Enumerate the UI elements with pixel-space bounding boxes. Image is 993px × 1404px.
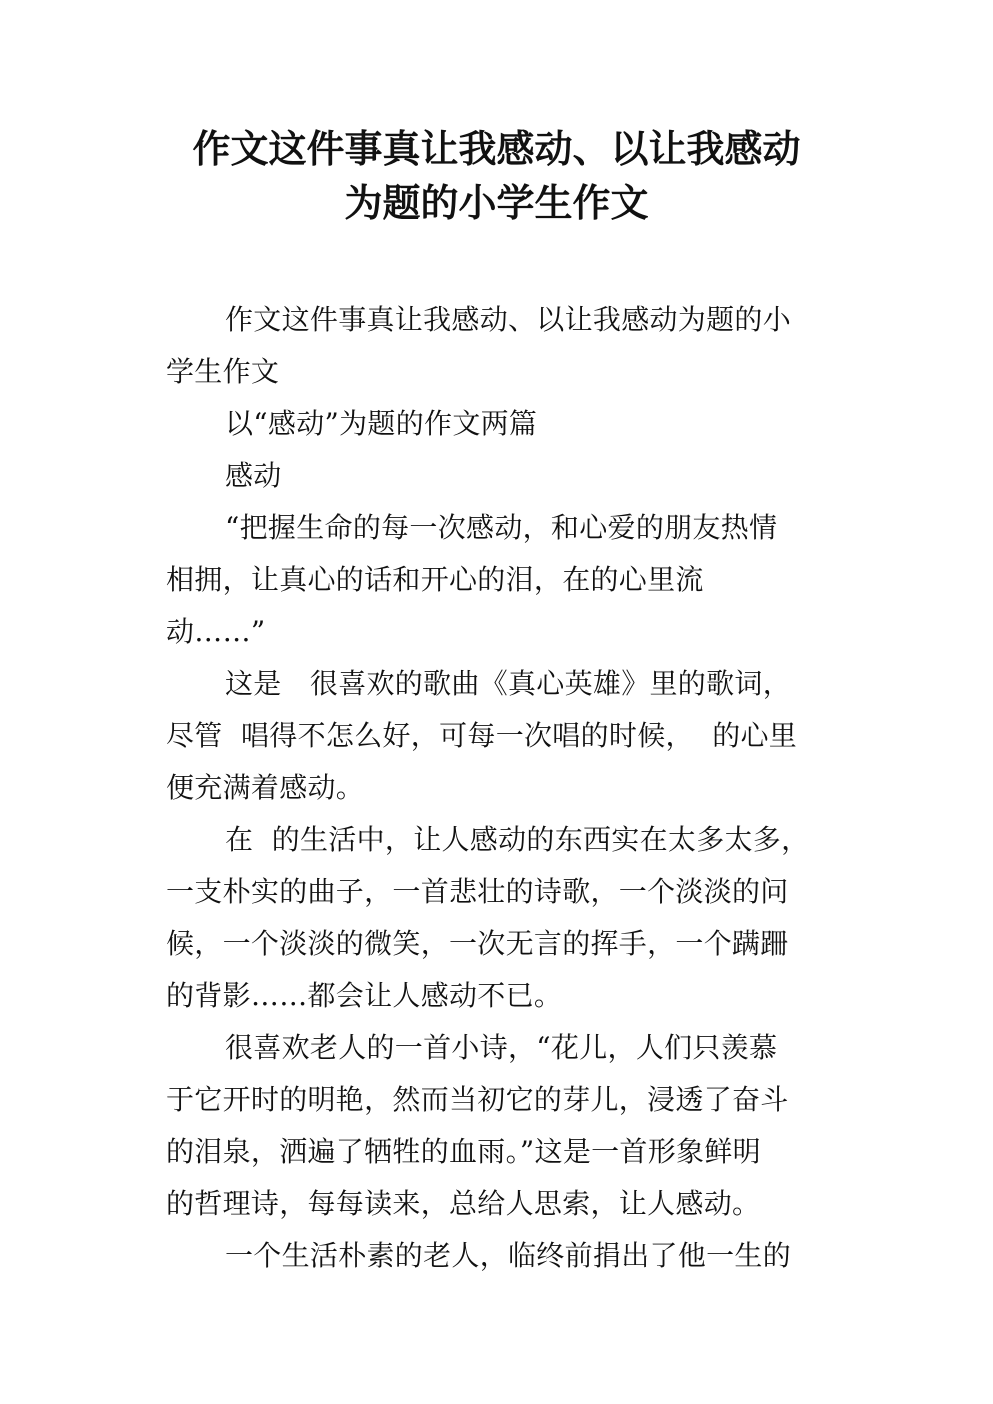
title-line-2: 为题的小学生作文	[344, 181, 649, 225]
body-line-5: “把握生命的每一次感动，和心爱的朋友热情	[225, 511, 778, 544]
title-line-1: 作文这件事真让我感动、以让我感动	[192, 127, 801, 171]
body-line-9: 尽管 唱得不怎么好，可每一次唱的时候， 的心里	[166, 719, 798, 752]
body-line-13: 候，一个淡淡的微笑，一次无言的挥手，一个蹒跚	[166, 927, 789, 960]
body-line-18: 的哲理诗，每每读来，总给人思索，让人感动。	[166, 1187, 761, 1220]
body-line-17: 的泪泉，洒遍了牺牲的血雨。”这是一首形象鲜明	[166, 1135, 761, 1168]
body-line-16: 于它开时的明艳，然而当初它的芽儿，浸透了奋斗	[166, 1083, 789, 1116]
body-line-3: 以“感动”为题的作文两篇	[225, 407, 538, 440]
body-line-14: 的背影……都会让人感动不已。	[166, 979, 563, 1012]
body-line-11: 在 的生活中，让人感动的东西实在太多太多，	[225, 823, 810, 856]
document-title	[150, 122, 843, 230]
body-line-1: 作文这件事真让我感动、以让我感动为题的小	[225, 303, 792, 336]
body-line-19: 一个生活朴素的老人，临终前捐出了他一生的	[225, 1239, 792, 1272]
body-line-2: 学生作文	[166, 355, 280, 388]
body-line-8: 这是 很喜欢的歌曲《真心英雄》里的歌词，	[225, 667, 792, 700]
body-line-7: 动……”	[166, 615, 266, 648]
body-line-15: 很喜欢老人的一首小诗，“花儿，人们只羡慕	[225, 1031, 778, 1064]
body-line-4: 感动	[225, 459, 282, 492]
body-line-10: 便充满着感动。	[166, 771, 365, 804]
body-line-6: 相拥，让真心的话和开心的泪，在的心里流	[166, 563, 704, 596]
body-line-12: 一支朴实的曲子，一首悲壮的诗歌，一个淡淡的问	[166, 875, 789, 908]
